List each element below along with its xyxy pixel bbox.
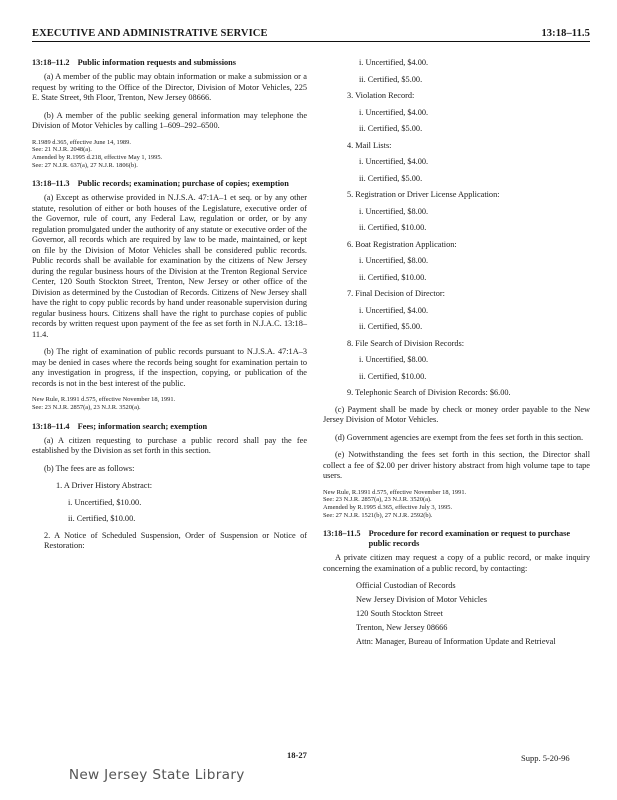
page-number: 18-27 <box>287 750 307 760</box>
paragraph: (b) A member of the public seeking general information may telephone the Division of Motor Vehicles by calling 1–609–292–6500. <box>32 110 307 130</box>
list-item: i. Uncertified, $4.00. <box>359 305 429 315</box>
list-item: i. Uncertified, $8.00. <box>359 206 429 216</box>
list-item: i. Uncertified, $8.00. <box>359 355 429 364</box>
list-item: 2. A Notice of Scheduled Suspension, Order of Suspension or Notice of Restoration: <box>44 530 307 551</box>
address-block: Official Custodian of Records New Jersey Division of Motor Vehicles 120 South Stockton Street Trenton, New Jersey 08666 Attn: Manager, Bureau of Information Update and Retrieval <box>356 581 556 647</box>
supplement-date: Supp. 5-20-96 <box>521 753 570 763</box>
paragraph: (a) A member of the public may obtain information or make a submission or a request by writing to the Office of the Director, Division of Motor Vehicles, 225 E. State Street, 9th Floor, Trenton, New Jersey 08666. <box>32 72 307 102</box>
list-item: ii. Certified, $5.00. <box>359 173 423 183</box>
list-item: 9. Telephonic Search of Division Records: $6.00. <box>347 388 511 397</box>
list-item: ii. Certified, $10.00. <box>68 514 136 524</box>
list-item: ii. Certified, $10.00. <box>359 371 427 381</box>
history-note: R.1989 d.365, effective June 14, 1989. See: 21 N.J.R. 2048(a). Amended by R.1995 d.218, effective May 1, 1995. See: 27 N.J.R. 637(a), 27 N.J.R. 1806(b). <box>32 138 163 169</box>
list-item: ii. Certified, $10.00. <box>359 223 427 232</box>
section-heading-11-2: 13:18–11.2 Public information requests and submissions <box>32 58 237 67</box>
left-column <box>32 58 307 558</box>
list-item: 6. Boat Registration Application: <box>347 239 457 249</box>
list-item: 5. Registration or Driver License Application: <box>347 190 500 199</box>
section-heading-11-4: 13:18–11.4 Fees; information search; exemption <box>32 421 208 431</box>
list-item: 7. Final Decision of Director: <box>347 289 445 298</box>
list-item: i. Uncertified, $10.00. <box>68 497 142 507</box>
list-item: 3. Violation Record: <box>347 91 415 100</box>
list-item: i. Uncertified, $4.00. <box>359 157 429 166</box>
list-item: ii. Certified, $5.00. <box>359 322 423 331</box>
paragraph: (a) Except as otherwise provided in N.J.S.A. 47:1A–1 et seq. or by any other statute, resolution of either or both houses of the Legislature, executive order of the Governor, rule of court, any Federal Law, regulation or order, or by any regulation promulgated under the authority of any statute or executive order of the Governor, all records which are required by law to be made, maintained, or kept on file by the Division of Motor Vehicles shall be considered public records. Public records shall be available for examination by the citizens of New Jersey during the regular business hours of the Division at the Trenton Regional Service Center, 120 South Stockton Street, Trenton, New Jersey or other office of the Division as determined by the Custodian of Records. Citizens of New Jersey shall have the right to copy public records by hand under reasonable supervision during regular business hours. Citizens shall have the right to purchase copies of public records by written request upon payment of the fee as set forth in N.J.A.C. 13:18–11.4. <box>32 193 307 339</box>
header-section-number: 13:18–11.5 <box>541 28 590 39</box>
library-stamp: New Jersey State Library <box>68 768 245 783</box>
list-item: ii. Certified, $5.00. <box>359 124 423 133</box>
section-heading-11-3: 13:18–11.3 Public records; examination; purchase of copies; exemption <box>32 179 289 189</box>
history-note: New Rule, R.1991 d.575, effective November 18, 1991. See: 23 N.J.R. 2857(a), 23 N.J.R. 3520(a). Amended by R.1995 d.365, effective July 3, 1995. See: 27 N.J.R. 1521(b), 27 N.J.R. 2592(b). <box>323 488 467 519</box>
list-item: 1. A Driver History Abstract: <box>56 481 153 491</box>
right-column <box>323 58 590 651</box>
section-heading-11-5: 13:18–11.5 Procedure for record examination or request to purchase public records <box>323 529 571 549</box>
list-item: 4. Mail Lists: <box>347 140 392 150</box>
running-header <box>32 28 590 42</box>
paragraph: (d) Government agencies are exempt from the fees set forth in this section. <box>335 432 584 442</box>
list-item: ii. Certified, $5.00. <box>359 74 423 84</box>
header-title: EXECUTIVE AND ADMINISTRATIVE SERVICE <box>32 28 268 39</box>
list-item: i. Uncertified, $4.00. <box>359 58 429 67</box>
paragraph: (c) Payment shall be made by check or money order payable to the New Jersey Division of Motor Vehicles. <box>323 404 590 424</box>
list-item: ii. Certified, $10.00. <box>359 272 427 282</box>
list-item: 8. File Search of Division Records: <box>347 338 465 348</box>
paragraph: (b) The fees are as follows: <box>44 463 135 473</box>
list-item: i. Uncertified, $8.00. <box>359 256 429 265</box>
history-note: New Rule, R.1991 d.575, effective November 18, 1991. See: 23 N.J.R. 2857(a), 23 N.J.R. 3520(a). <box>32 396 176 412</box>
paragraph: A private citizen may request a copy of a public record, or make inquiry concerning the examination of a public record, by contacting: <box>323 553 590 573</box>
paragraph: (a) A citizen requesting to purchase a public record shall pay the fee established by the Division as set forth in this section. <box>32 435 307 456</box>
paragraph: (b) The right of examination of public records pursuant to N.J.S.A. 47:1A–3 may be denied in cases where the records being sought for examination pertain to any investigation in progress, if the inspection, copying, or publication of the records is not in the best interest of the public. <box>32 347 307 388</box>
list-item: i. Uncertified, $4.00. <box>359 107 429 117</box>
paragraph: (e) Notwithstanding the fees set forth in this section, the Director shall collect a fee of $2.00 per driver history abstract from high volume tape to tape users. <box>323 450 590 480</box>
